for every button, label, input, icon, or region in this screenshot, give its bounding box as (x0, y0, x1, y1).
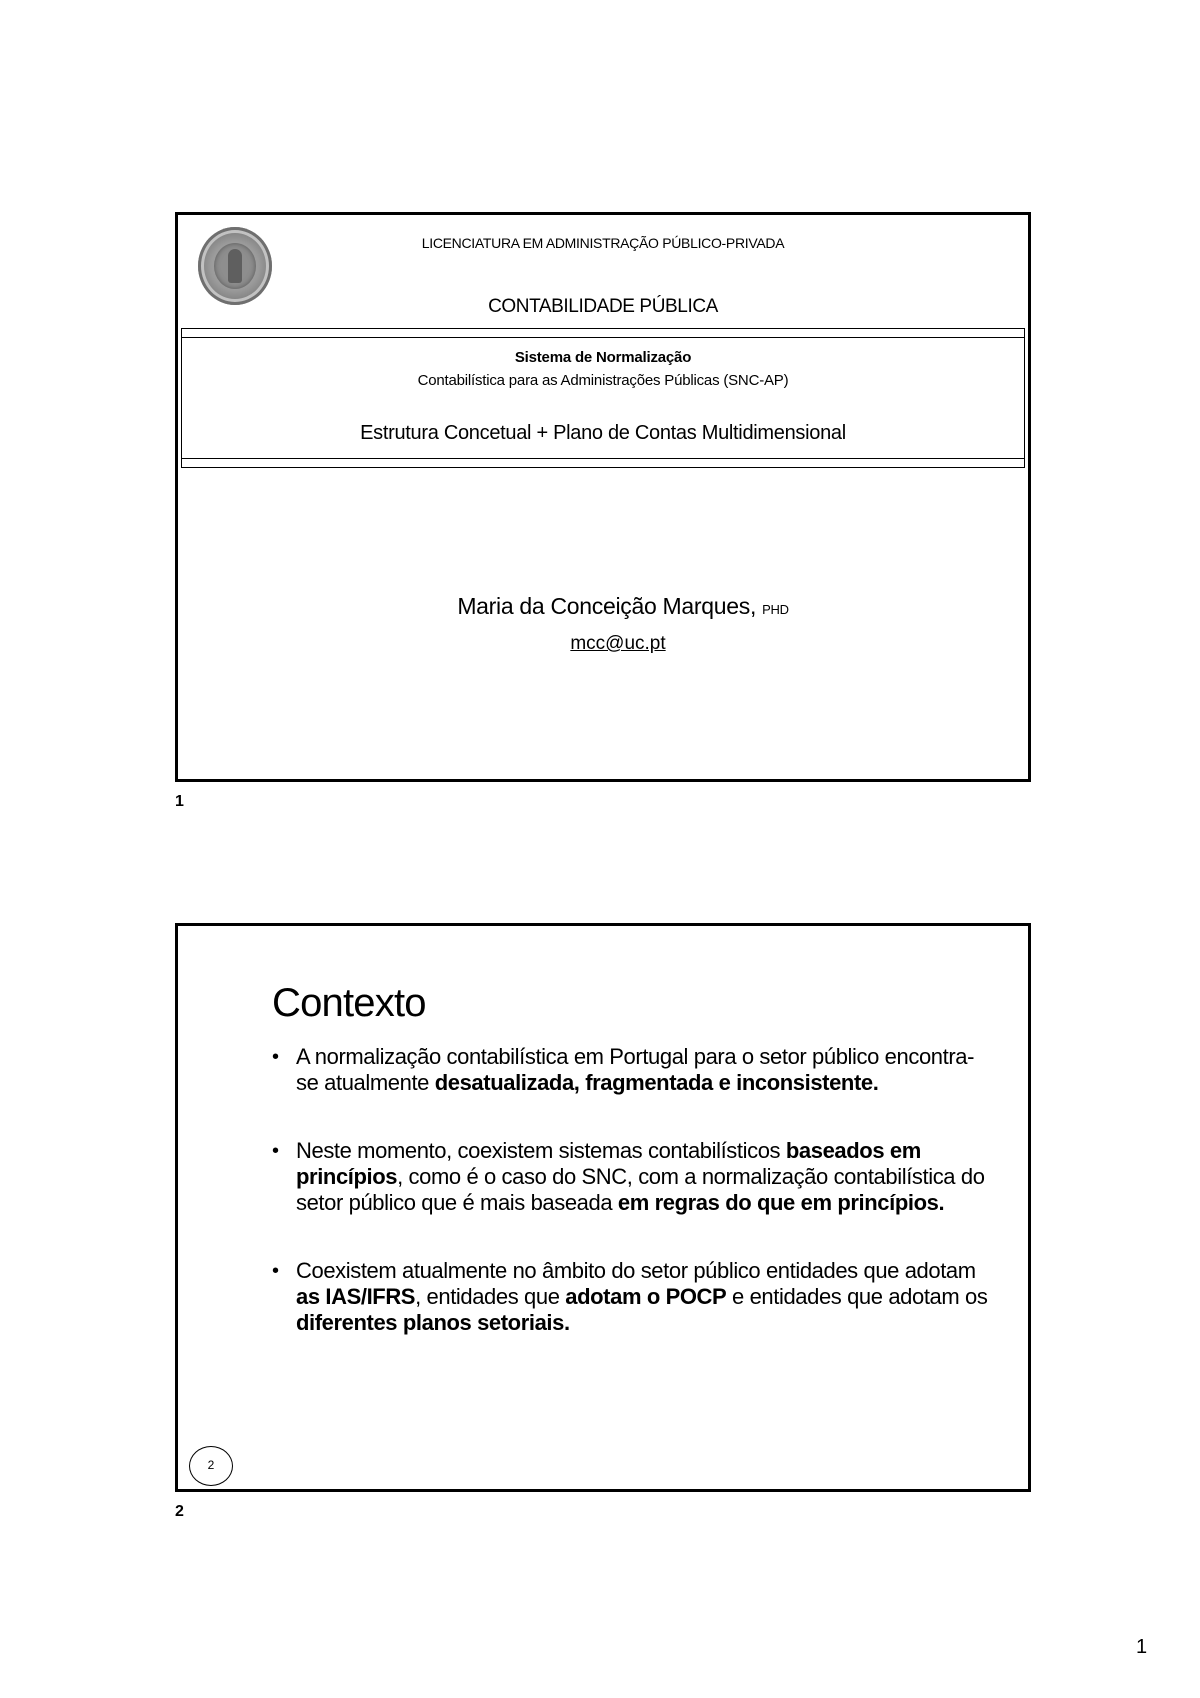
program-title: LICENCIATURA EM ADMINISTRAÇÃO PÚBLICO-PRIVADA (421, 235, 785, 251)
bullet-item (272, 1138, 992, 1216)
course-title: CONTABILIDADE PÚBLICA (488, 296, 718, 317)
bullet-text: , como é o caso do SNC, com a normalização contabilística do setor público que é mais baseada (296, 1164, 985, 1215)
bullet-text: A normalização contabilística em Portugal para o setor público encontra-se atualmente (296, 1044, 975, 1095)
system-line-1: Sistema de Normalização (514, 349, 692, 366)
system-line-2: Contabilística para as Administrações Públicas (SNC-AP) (417, 372, 789, 389)
slide-1 (175, 212, 1031, 782)
bullet-text-bold: adotam o POCP (565, 1284, 727, 1309)
author-line (178, 593, 1028, 620)
bullet-dot: • (272, 1260, 279, 1282)
slide-1-number: 1 (175, 793, 184, 810)
bullet-dot: • (272, 1140, 279, 1162)
bullet-text-bold: as IAS/IFRS (296, 1284, 416, 1309)
slide-number-badge: 2 (189, 1446, 233, 1486)
bullet-list (272, 1044, 992, 1378)
author-email-line (178, 633, 1028, 655)
bullet-text-bold: diferentes planos setoriais. (296, 1310, 570, 1335)
bullet-item (272, 1258, 992, 1336)
slide-title: Contexto (272, 981, 426, 1025)
author-email-link[interactable]: mcc@uc.pt (570, 633, 666, 654)
bullet-text: Neste momento, coexistem sistemas contabilísticos (296, 1138, 786, 1163)
bullet-text: Coexistem atualmente no âmbito do setor público entidades que adotam (296, 1258, 976, 1283)
bullet-text: e entidades que adotam os (726, 1284, 988, 1309)
slide-2 (175, 923, 1031, 1492)
bullet-text-bold: em regras do que em princípios. (617, 1190, 945, 1215)
slide-2-number: 2 (175, 1503, 184, 1520)
bullet-text: , entidades que (415, 1284, 566, 1309)
author-degree: PHD (762, 602, 789, 617)
bullet-item (272, 1044, 992, 1096)
topic-band (181, 328, 1025, 468)
author-name: Maria da Conceição Marques, (457, 593, 757, 619)
bullet-text-bold: baseados em princípios (296, 1138, 921, 1189)
bullet-dot: • (272, 1046, 279, 1068)
slide-subtitle: Estrutura Concetual + Plano de Contas Multidimensional (360, 422, 846, 444)
bullet-text-bold: desatualizada, fragmentada e inconsistente. (434, 1070, 879, 1095)
page-number: 1 (1136, 1636, 1148, 1658)
